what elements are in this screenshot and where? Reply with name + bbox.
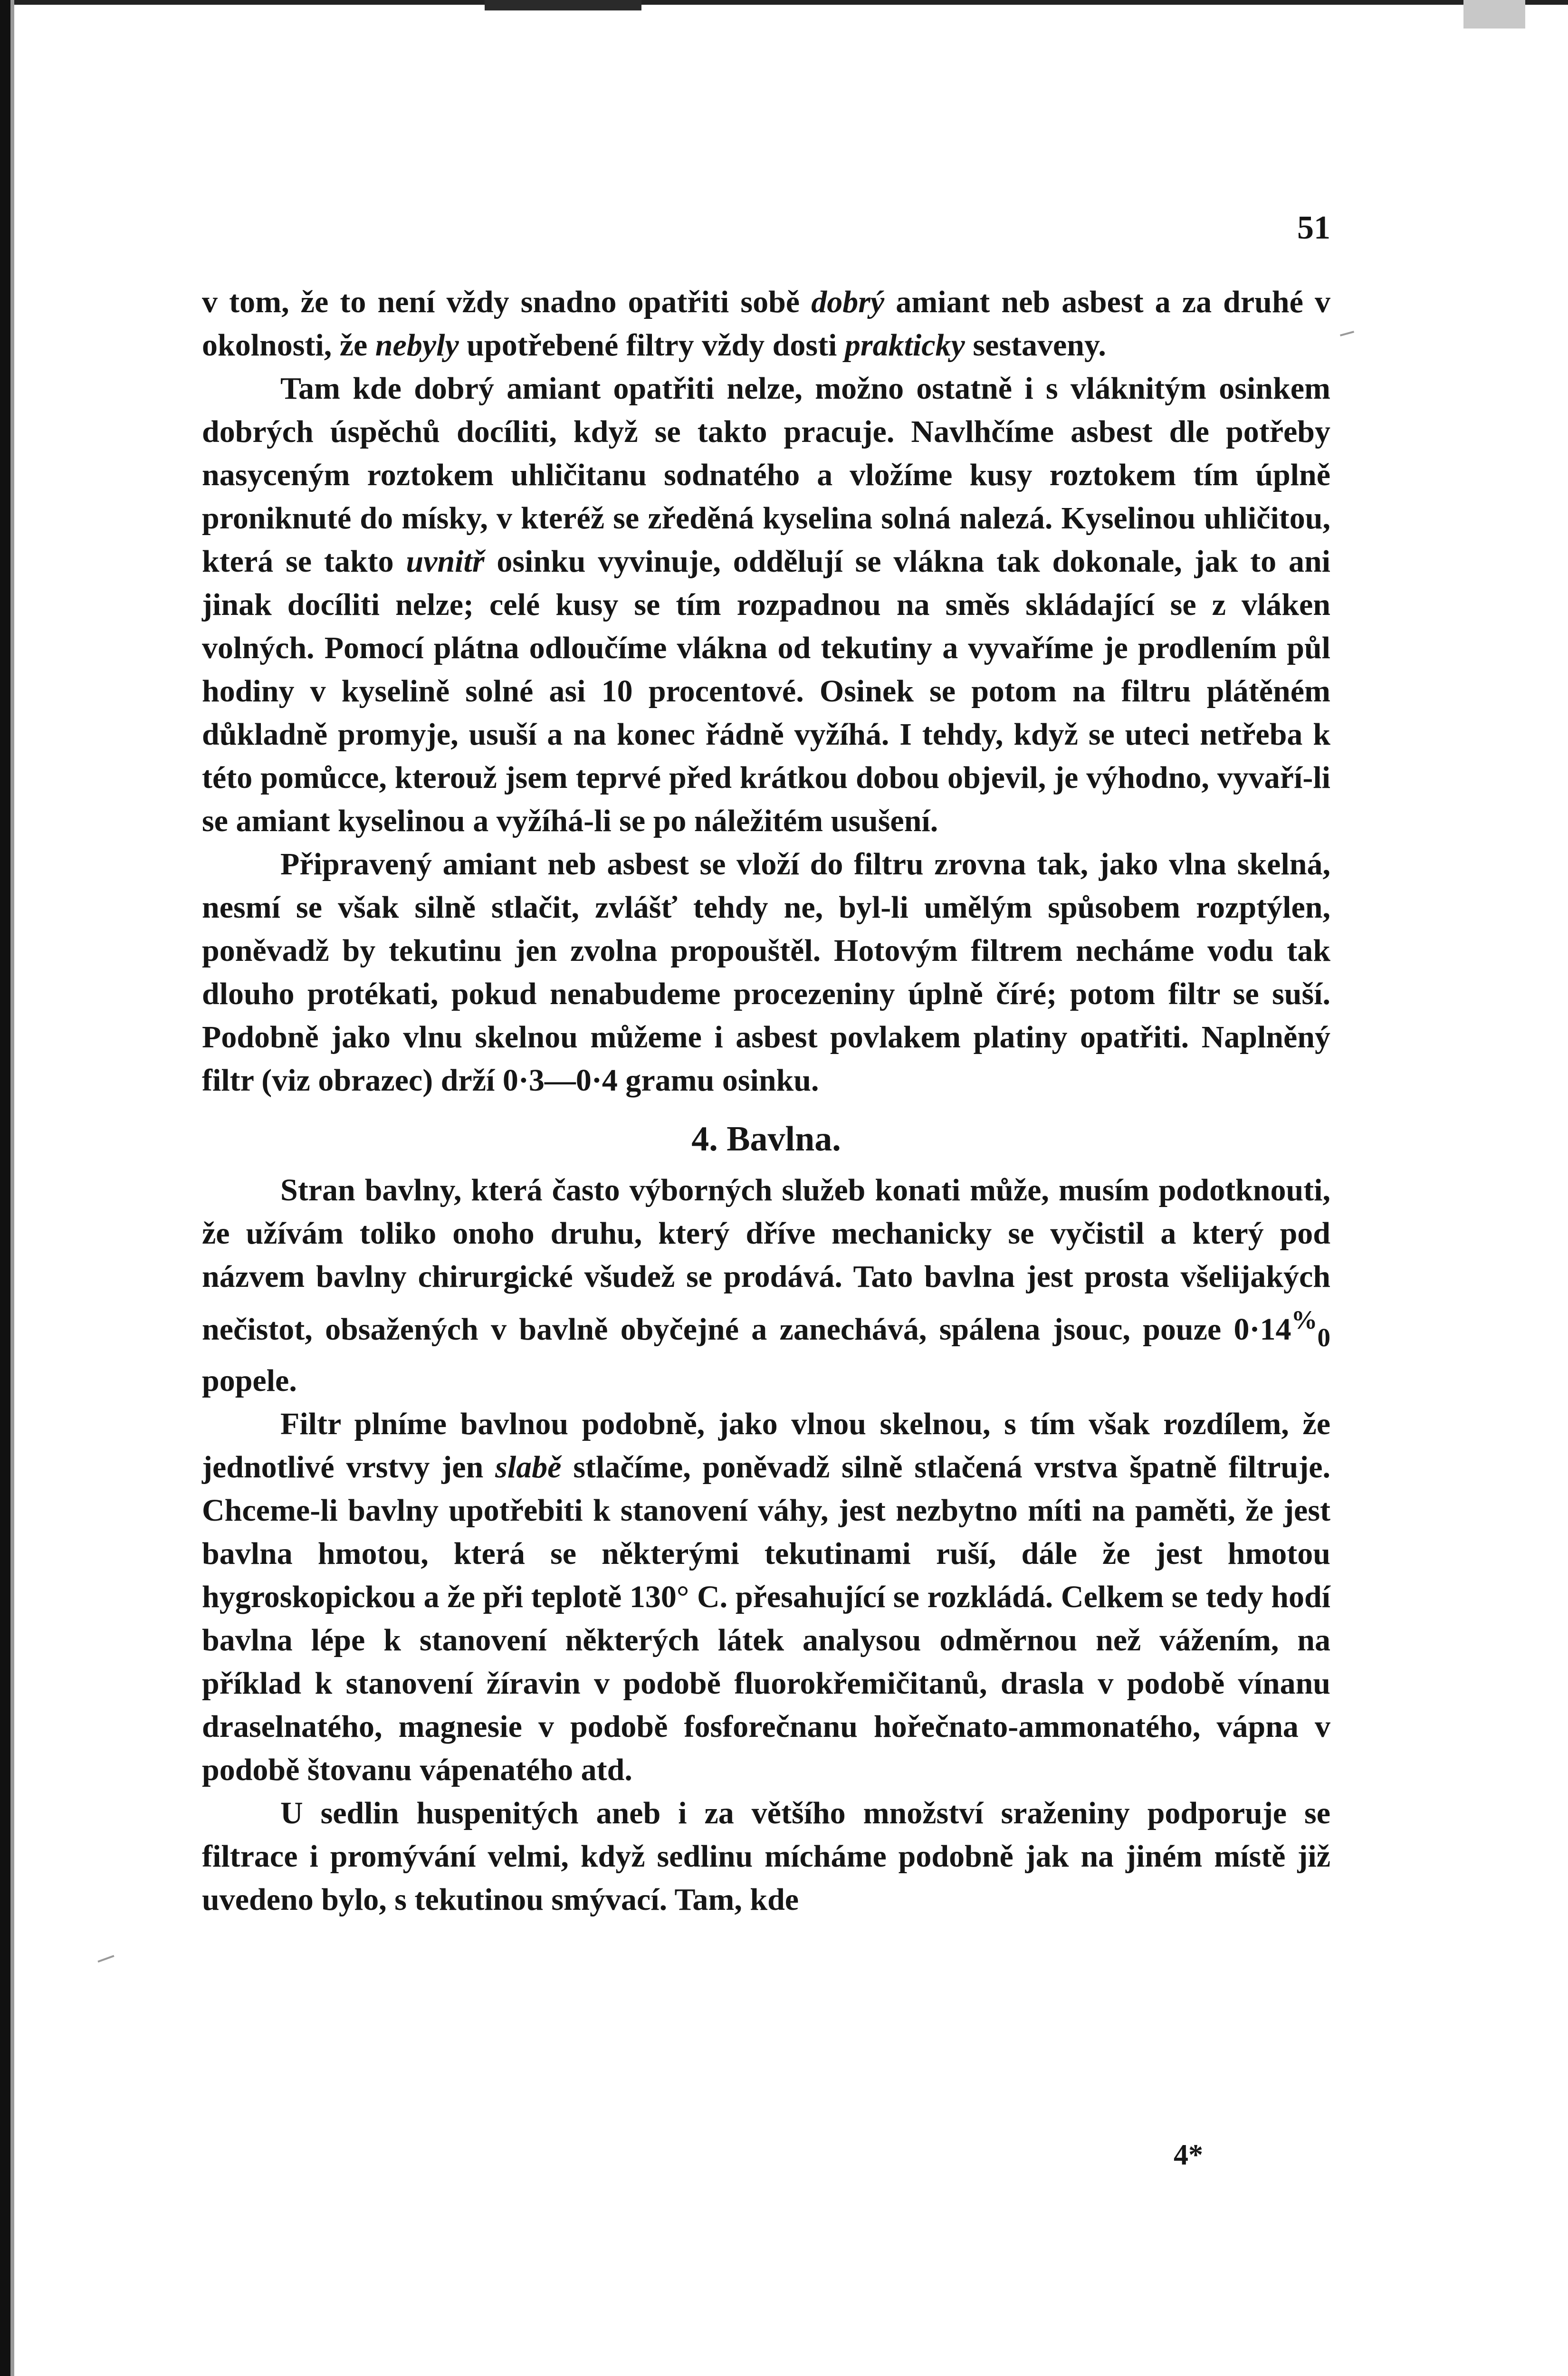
text-run: stlačíme, poněvadž silně stlačená vrstva špatně filtruje. Chceme-li bavlny upotřebiti k stanovení váhy, jest nezbytno míti na paměti, že jest bavlna hmotou, která se některými tekutinami ruší, dále že jest hmotou hygroskopickou a že při teplotě 130° C. přesahující se rozkládá. Celkem se tedy hodí bavlna lépe k stanovení některých látek analysou odměrnou než vážením, na příklad k stanovení žíravin v podobě fluorokřemičitanů, drasla v podobě vínanu draselnatého, magnesie v podobě fosforečnanu hořečnato-ammonatého, vápna v podobě štovanu vápenatého atd. <box>202 1450 1330 1788</box>
paragraph <box>202 367 1330 843</box>
margin-pencil-mark <box>1340 331 1354 336</box>
paragraph: Připravený amiant neb asbest se vloží do filtru zrovna tak, jako vlna skelná, nesmí se však silně stlačit, zvlášť tehdy ne, byl-li umělým spůsobem rozptýlen, poněvadž by tekutinu jen zvolna propouštěl. Hotovým filtrem necháme vodu tak dlouho protékati, pokud nenabudeme procezeniny úplně číré; potom filtr se suší. Podobně jako vlnu skelnou můžeme i asbest povlakem platiny opatřiti. Naplněný filtr (viz obrazec) drží 0·3—0·4 gramu osinku. <box>202 847 1330 1098</box>
text-run: upotřebené filtry vždy dosti <box>459 328 845 363</box>
emphasis: uvnitř <box>406 544 485 579</box>
text-run: v tom, že to není vždy snadno opatřiti sobě <box>202 285 812 319</box>
percent-subscript: 0 <box>1317 1323 1330 1352</box>
scan-left-edge <box>0 0 10 2376</box>
paragraph <box>202 1169 1330 1402</box>
scan-corner-mark <box>1463 0 1525 29</box>
margin-pencil-mark <box>97 1955 114 1963</box>
paragraph: U sedlin huspenitých aneb i za většího množství sraženiny podporuje se filtrace i promývání velmi, když sedlinu mícháme podobně jak na jiném místě již uvedeno bylo, s tekutinou smývací. Tam, kde <box>202 1796 1330 1917</box>
scan-left-edge-shadow <box>10 0 14 2376</box>
emphasis: prakticky <box>844 328 965 363</box>
text-run: Tam kde dobrý amiant opatřiti nelze, možno ostatně i s vláknitým osinkem dobrých úspěchů docíliti, když se takto pracuje. Navlhčíme asbest dle potřeby nasyceným roztokem uhličitanu sodnatého a vložíme kusy roztokem tím úplně proniknuté do mísky, v kteréž se zředěná kyselina solná nalezá. Kyselinou uhličitou, která se takto <box>202 371 1330 579</box>
signature-mark: 4* <box>1174 2139 1203 2171</box>
emphasis: dobrý <box>811 285 885 319</box>
emphasis: slabě <box>495 1450 562 1485</box>
text-run: popele. <box>202 1363 297 1399</box>
emphasis: nebyly <box>375 328 459 363</box>
text-run: amiant neb asbest a za druhé v okolnosti, že <box>202 285 1330 363</box>
paragraph <box>202 1402 1330 1792</box>
page-number: 51 <box>1297 210 1330 246</box>
text-run: osinku vyvinuje, oddělují se vlákna tak dokonale, jak to ani jinak docíliti nelze; celé kusy se tím rozpadnou na směs skládající se z vláken volných. Pomocí plátna odloučíme vlákna od tekutiny a vyvaříme je prodlením půl hodiny v kyselině solné asi 10 procentové. Osinek se potom na filtru plátěném důkladně promyje, usuší a na konec řádně vyžíhá. I tehdy, když se uteci netřeba k této pomůcce, kterouž jsem teprvé před krátkou dobou objevil, je výhodno, vyvaří-li se amiant kyselinou a vyžíhá-li se po náležitém usušení. <box>202 544 1330 838</box>
text-run: sestaveny. <box>965 328 1106 363</box>
body-text <box>202 280 1330 1921</box>
scan-top-stub <box>485 0 641 10</box>
section-heading: 4. Bavlna. <box>691 1120 841 1159</box>
percent-sign: % <box>1291 1305 1318 1334</box>
scan-top-edge <box>0 0 1568 5</box>
text-run: Stran bavlny, která často výborných služeb konati může, musím podotknouti, že užívám toliko onoho druhu, který dříve mechanicky se vyčistil a který pod názvem bavlny chirurgické všudež se prodává. Tato bavlna jest prosta všelijakých nečistot, obsažených v bavlně obyčejné a zanechává, spálena jsouc, pouze 0·14 <box>202 1173 1330 1347</box>
paragraph <box>202 280 1330 367</box>
text-run: Filtr plníme bavlnou podobně, jako vlnou skelnou, s tím však rozdílem, že jednotlivé vrstvy jen <box>202 1407 1330 1485</box>
